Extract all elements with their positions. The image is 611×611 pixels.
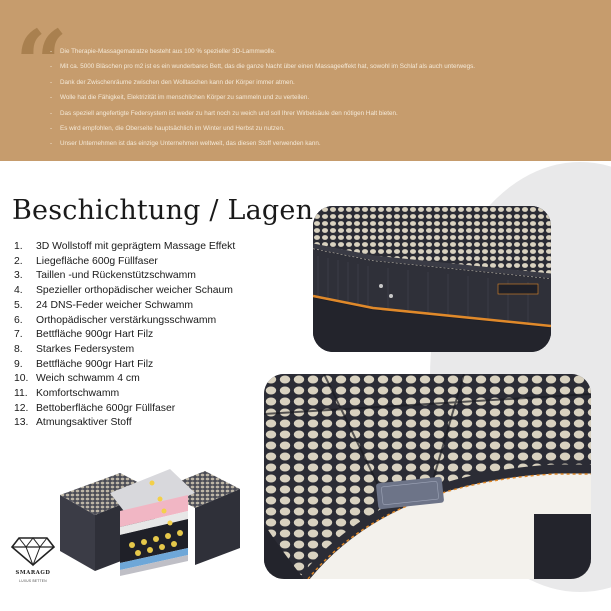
layer-text: Komfortschwamm — [36, 388, 120, 400]
feature-bullet: - Es wird empfohlen, die Oberseite hauptsächlich im Winter und Herbst zu nutzen. — [50, 121, 605, 136]
layer-number: 1. — [14, 241, 23, 252]
layer-item — [14, 387, 235, 402]
feature-bullet: - Mit ca. 5000 Bläschen pro m2 ist es ein wunderbares Bett, das die ganze Nacht über einen Massageeffekt hat, sowohl im Schlaf als auch unterwegs. — [50, 59, 605, 74]
mattress-closeup-illustration — [264, 374, 591, 579]
layer-text: Orthopädischer verstärkungsschwamm — [36, 314, 217, 326]
brand-logo — [10, 530, 56, 598]
feature-bullet-list — [50, 44, 605, 152]
feature-bullet: - Unser Unternehmen ist das einzige Unternehmen weltweit, das diesen Stoff verwenden kann. — [50, 136, 605, 151]
mattress-corner-illustration — [313, 206, 551, 352]
layer-text: Bettfläche 900gr Hart Filz — [36, 358, 154, 370]
brand-name: SMARAGD — [15, 570, 51, 576]
layer-item — [14, 284, 235, 299]
layer-number: 3. — [14, 270, 23, 282]
feature-bullet: - Dank der Zwischenräume zwischen den Wolltaschen kann der Körper immer atmen. — [50, 75, 605, 90]
layer-number: 7. — [14, 329, 23, 341]
section-title: Beschichtung / Lagen — [12, 195, 314, 226]
layer-item — [14, 255, 235, 270]
layer-number: 13. — [14, 417, 29, 429]
layer-text: Atmungsaktiver Stoff — [36, 417, 132, 429]
layer-item — [14, 358, 235, 373]
layer-number: 12. — [14, 402, 29, 414]
quote-icon: “ — [15, 10, 68, 118]
mattress-cutaway-illustration — [60, 453, 240, 583]
diamond-icon — [10, 530, 56, 568]
feature-bullet: - Wolle hat die Fähigkeit, Elektrizität im menschlichen Körper zu sammeln und zu verteilen. — [50, 90, 605, 105]
layer-number: 6. — [14, 314, 23, 326]
mattress-corner-photo — [313, 206, 551, 352]
layer-number: 9. — [14, 358, 23, 370]
layer-text: Taillen -und Rückenstützschwamm — [36, 270, 196, 282]
brand-tagline: LUXUS BETTEN — [19, 579, 47, 583]
intro-banner — [0, 0, 611, 161]
layer-text: 3D Wollstoff mit geprägtem Massage Effekt — [36, 241, 236, 252]
mattress-closeup-photo — [264, 374, 591, 579]
feature-bullet: - Die Therapie-Massagematratze besteht aus 100 % spezieller 3D-Lammwolle. — [50, 44, 605, 59]
layer-text: Liegefläche 600g Füllfaser — [36, 255, 158, 267]
layer-number: 5. — [14, 299, 23, 311]
layer-item — [14, 328, 235, 343]
layer-text: Weich schwamm 4 cm — [36, 373, 140, 385]
layer-item — [14, 240, 235, 255]
layer-item — [14, 343, 235, 358]
layer-text: Starkes Federsystem — [36, 343, 135, 355]
layer-item — [14, 372, 235, 387]
layer-list — [14, 240, 235, 431]
layer-item — [14, 314, 235, 329]
layer-text: 24 DNS-Feder weicher Schwamm — [36, 299, 194, 311]
layer-number: 11. — [14, 388, 28, 400]
layer-number: 8. — [14, 343, 23, 355]
layer-number: 2. — [14, 255, 23, 267]
layer-item — [14, 402, 235, 417]
mattress-layers-diagram — [60, 453, 240, 583]
layer-text: Spezieller orthopädischer weicher Schaum — [36, 285, 233, 297]
layer-text: Bettfläche 900gr Hart Filz — [36, 329, 154, 341]
layer-number: 4. — [14, 285, 23, 297]
layer-item — [14, 299, 235, 314]
layer-number: 10. — [14, 373, 29, 385]
layer-text: Bettoberfläche 600gr Füllfaser — [36, 402, 176, 414]
layer-item — [14, 416, 235, 431]
layer-item — [14, 269, 235, 284]
feature-bullet: - Das speziell angefertigte Federsystem ist weder zu hart noch zu weich und soll Ihrer Wirbelsäule den nötigen Halt bieten. — [50, 106, 605, 121]
